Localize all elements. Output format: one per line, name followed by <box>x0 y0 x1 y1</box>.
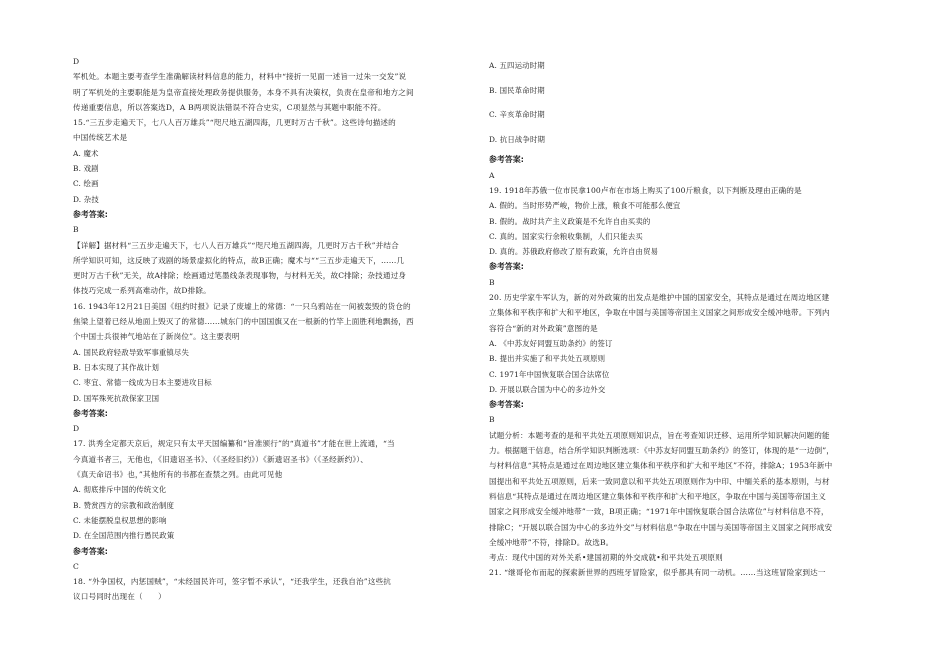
text-line: 容符合“新的对外政策”意图的是 <box>489 323 598 333</box>
text-line: 军机处。本题主要考查学生准确解读材料信息的能力，材料中“接折一见面一述旨一过朱一交发”说 <box>73 72 407 82</box>
option-line: C. 枣宜、常德一线成为日本主要进攻目标 <box>73 378 212 388</box>
text-line: 【详解】据材料“三五步走遍天下，七八人百万雄兵”“咫尺地五湖四海，几更时万古千秋”并结合 <box>73 240 399 250</box>
text-line: 试题分析：本题考查的是和平共处五项原则知识点，旨在考查知识迁移、运用所学知识解决问题的能 <box>489 430 830 440</box>
text-line: 19. 1918年苏俄一位市民拿100卢布在市场上购买了100斤粮食，以下判断及理由正确的是 <box>489 185 802 195</box>
option-line: A. 《中苏友好同盟互助条约》的签订 <box>489 338 613 348</box>
question-18-options <box>489 54 881 152</box>
option-line: C. 真的。国家实行余粮收集制，人们只能去买 <box>489 231 643 241</box>
option-line: B. 假的。战时共产主义政策是不允许自由买卖的 <box>489 216 651 226</box>
text-line: 立集体和平秩序和扩大和平地区，争取在中国与美国等帝国主义国家之间形成安全缓冲地带。下列内 <box>489 308 830 318</box>
answer-letter: D <box>73 57 80 66</box>
answer-heading: 参考答案: <box>73 546 109 556</box>
option-line: A. 假的。当时形势严峻，物价上涨，粮食不可能那么便宜 <box>489 201 681 211</box>
answer-heading: 参考答案: <box>73 408 109 418</box>
text-line: 考点：现代中国的对外关系•建国初期的外交成就•和平共处五项原则 <box>489 553 723 563</box>
text-line: 排除C；“开展以联合国为中心的多边外交”与材料信息“争取在中国与美国等帝国主义国家之间形成安 <box>489 522 833 532</box>
option-line: C. 辛亥革命时期 <box>489 110 545 120</box>
option-line: D. 国军殊死抗敌保家卫国 <box>73 393 160 403</box>
text-line: 18. “外争国权，内惩国贼”，“未经国民许可，签字暂不承认”，“还我学生，还我自治”这些抗 <box>73 577 392 587</box>
text-line: 国家之间形成安全缓冲地带”一致，B项正确；“1971年中国恢复联合国合法席位”与材料信息不符， <box>489 507 829 517</box>
answer-letter: D <box>73 424 80 434</box>
option-line: A. 彻底排斥中国的传统文化 <box>73 485 167 495</box>
option-line: A. 五四运动时期 <box>489 61 545 70</box>
answer-letter: B <box>489 415 495 425</box>
text-line: 所学知识可知，这反映了戏剧的场景虚拟化的特点，故B正确；魔术与““三五步走遍天下，……几 <box>73 255 405 265</box>
text-line: 明了军机处的主要职能是为皇帝直接处理政务提供服务，本身不具有决策权，负责在皇帝和地方之间 <box>73 87 414 97</box>
text-line: 15.“三五步走遍天下，七八人百万雄兵”“咫尺地五湖四海，几更时万古千秋”。这些诗句描述的 <box>73 118 396 128</box>
text-line: 全缓冲地带”不符，排除D。故选B。 <box>489 537 614 547</box>
text-line: 议口号同时出现在（ ） <box>73 592 166 602</box>
text-line: 《真天命诏书》也，”其他所有的书都在查禁之列。由此可见他 <box>73 470 283 480</box>
option-line: B. 赞赏西方的宗教和政治制度 <box>73 500 175 510</box>
text-line: 中国传统艺术是 <box>73 133 128 143</box>
text-line: 国提出和平共处五项原则，后来一致同意以和平共处五项原则作为中印、中缅关系的基本原则，与材 <box>489 476 830 486</box>
option-line: D. 抗日战争时期 <box>489 134 546 144</box>
text-line: 17. 洪秀全定都天京后，规定只有太平天国编纂和“旨准颁行”的“真道书”才能在世上流通，“当 <box>73 439 395 449</box>
answer-letter: B <box>489 277 495 287</box>
answer-heading: 参考答案: <box>489 155 525 165</box>
answer-heading: 参考答案: <box>489 400 525 410</box>
text-line: 16. 1943年12月21日美国《纽约时报》记录了废墟上的常德：“一只乌鸦站在一间被轰毁的货仓的 <box>73 301 411 311</box>
text-line: 个中国士兵很神气地站在了新岗位”。这主要表明 <box>73 332 240 342</box>
right-column <box>489 54 881 581</box>
option-line: C. 未能摆脱皇权思想的影响 <box>73 515 167 525</box>
answer-heading: 参考答案: <box>73 209 109 219</box>
text-line: 今真道书者三，无他也，《旧遗诏圣书》、（《圣经旧约》）《新遗诏圣书》（《圣经新约》）、 <box>73 454 368 464</box>
option-line: C. 1971年中国恢复联合国合法席位 <box>489 369 610 379</box>
option-line: D. 真的。苏俄政府修改了原有政策，允许自由贸易 <box>489 247 659 257</box>
answer-letter: C <box>73 561 79 571</box>
text-line: 体技巧完成一系列高难动作，故D排除。 <box>73 286 211 296</box>
option-line: B. 国民革命时期 <box>489 85 545 95</box>
text-line: 力。根据题干信息，结合所学知识判断选项：《中苏友好同盟互助条约》的签订，体现的是“一边倒”， <box>489 446 834 456</box>
option-line: A. 魔术 <box>73 148 99 158</box>
option-line: A. 国民政府轻敌导致军事重镇尽失 <box>73 347 190 357</box>
option-line: D. 杂技 <box>73 194 99 204</box>
option-line: D. 开展以联合国为中心的多边外交 <box>489 384 606 394</box>
option-line: C. 绘画 <box>73 179 99 189</box>
option-line: D. 在全国范围内推行愚民政策 <box>73 531 175 541</box>
text-line: 传递重要信息，所以答案选D，A B两项说法错误不符合史实，C项显然与其题中职能不符。 <box>73 102 386 112</box>
left-column <box>73 54 465 605</box>
answer-heading: 参考答案: <box>489 262 525 272</box>
text-line: 20. 历史学家牛军认为，新的对外政策的出发点是维护中国的国家安全，其特点是通过在周边地区建 <box>489 293 830 303</box>
text-line: 21. “继哥伦布而起的探索新世界的西班牙冒险家，似乎都具有同一动机。……当这班冒险家到达一 <box>489 568 826 578</box>
right-column-body <box>489 152 881 580</box>
option-line: B. 戏剧 <box>73 164 99 174</box>
option-line: B. 日本实现了其作战计划 <box>73 362 159 372</box>
answer-letter: A <box>489 170 495 180</box>
text-line: 料信息“其特点是通过在周边地区建立集体和平秩序和扩大和平地区，争取在中国与美国等帝国主义 <box>489 491 827 501</box>
text-line: 与材料信息“其特点是通过在周边地区建立集体和平秩序和扩大和平地区”不符，排除A；1953年新中 <box>489 461 833 471</box>
text-line: 更时万古千秋”无关，故A排除；绘画通过笔墨线条表现事物，与材料无关，故C排除；杂技通过身 <box>73 271 407 281</box>
option-line: B. 提出并实施了和平共处五项原则 <box>489 354 606 364</box>
answer-letter: B <box>73 225 79 235</box>
text-line: 焦梁上望着已经从地面上毁灭了的常德……城东门的中国国旗又在一根新的竹竿上面胜利地飘扬，西 <box>73 317 414 327</box>
